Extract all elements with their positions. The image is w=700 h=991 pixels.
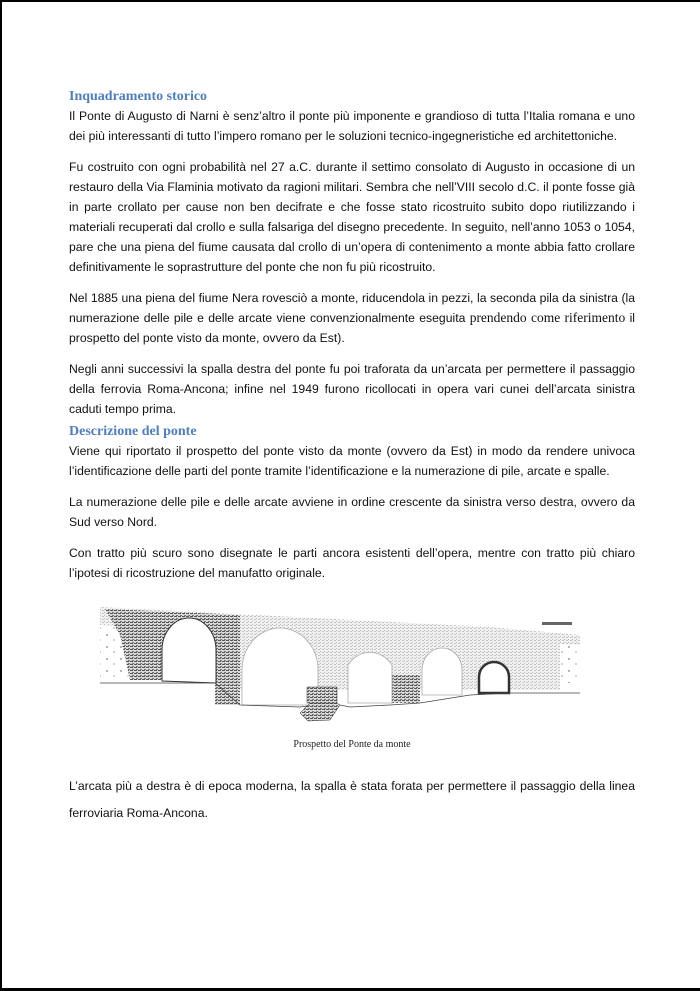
paragraph: Viene qui riportato il prospetto del ponte visto da monte (ovvero da Est) in modo da rendere univoca l’identificazione delle parti del ponte tramite l’identificazione e la numerazione di pile, arcate e spalle. — [69, 444, 635, 478]
paragraph: Con tratto più scuro sono disegnate le parti ancora esistenti dell’opera, mentre con tratto più chiaro l’ipotesi di ricostruzione del manufatto originale. — [69, 546, 635, 580]
bridge-elevation-figure — [69, 595, 635, 755]
serif-text-span: prendendo come riferimento — [469, 310, 626, 325]
drawing-label — [542, 622, 572, 625]
paragraph: La numerazione delle pile e delle arcate avviene in ordine crescente da sinistra verso destra, ovvero da Sud verso Nord. — [69, 495, 635, 529]
paragraph: Negli anni successivi la spalla destra del ponte fu poi traforata da un’arcata per permettere il passaggio della ferrovia Roma-Ancona; infine nel 1949 furono ricollocati in opera vari cunei dell’arcata sinistra caduti tempo prima. — [69, 362, 635, 416]
paragraph: L’arcata più a destra è di epoca moderna, la spalla è stata forata per permettere il passaggio della linea ferroviaria Roma-Ancona. — [69, 779, 635, 820]
paragraph: Fu costruito con ogni probabilità nel 27 a.C. durante il settimo consolato di Augusto in occasione di un restauro della Via Flaminia motivato da ragioni militari. Sembra che nell’VIII secolo d.C. il ponte fosse già in parte crollato per cause non ben decifrate e che fosse stato ricostruito subito dopo riutilizzando i materiali recuperati dal crollo e sulla falsariga del disegno precedente. In seguito, nell’anno 1053 o 1054, pare che una piena del fiume causata dal crollo di un’opera di contenimento a monte abbia fatto crollare definitivamente le soprastrutture del ponte che non fu più ricostruito. — [69, 160, 635, 274]
bridge-elevation-drawing — [90, 595, 590, 725]
paragraph — [69, 288, 635, 348]
closing-section — [69, 773, 635, 827]
text-span: Nel 1885 una piena del fiume Nera rovesciò a monte, riducendola in pezzi, la seconda pila da sinistra (la numerazione delle pile e delle arcate viene convenzionalmente eseguita — [69, 291, 635, 325]
paragraph: Il Ponte di Augusto di Narni è senz’altro il ponte più imponente e grandioso di tutta l’Italia romana e uno dei più interessanti di tutto l’impero romano per le soluzioni tecnico-ingegneristiche ed architettoniche. — [69, 109, 635, 143]
heading-descrizione-del-ponte: Descrizione del ponte — [69, 424, 197, 439]
figure-caption: Prospetto del Ponte da monte — [293, 739, 411, 750]
page-content — [69, 88, 635, 838]
heading-inquadramento-storico: Inquadramento storico — [69, 89, 208, 104]
text-span: il prospetto del ponte visto da monte, ovvero da Est). — [69, 311, 635, 345]
